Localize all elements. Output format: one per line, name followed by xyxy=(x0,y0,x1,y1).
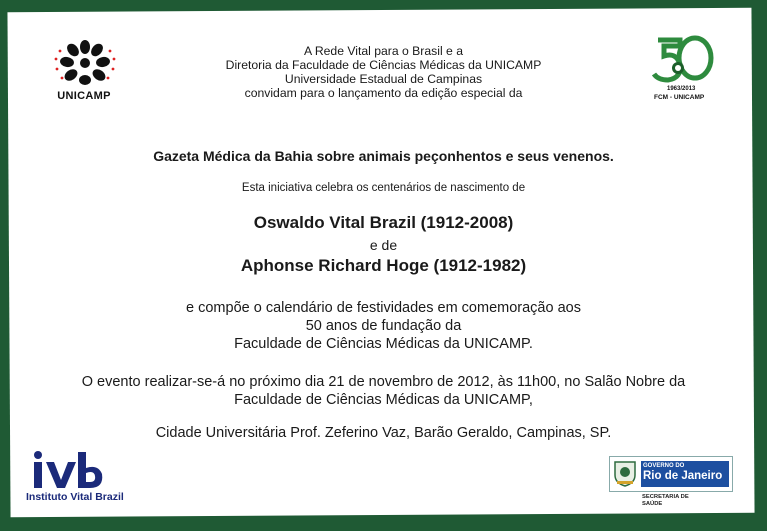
fcm-name: FCM - UNICAMP xyxy=(654,94,705,101)
event-line: O evento realizar-se-á no próximo dia 21 de novembro de 2012, às 11h00, no Salão Nobre da xyxy=(81,374,686,390)
ivb-label: Instituto Vital Brazil xyxy=(26,491,124,503)
conjunction-text: e de xyxy=(369,237,398,253)
fcm-years: 1963/2013 xyxy=(667,86,696,92)
intro-line: A Rede Vital para o Brasil e a xyxy=(304,44,463,58)
honoree-name-2: Aphonse Richard Hoge (1912-1982) xyxy=(240,256,527,275)
calendar-line: 50 anos de fundação da xyxy=(305,318,462,334)
celebra-text: Esta iniciativa celebra os centenários de nascimento de xyxy=(241,182,526,194)
intro-line: Diretoria da Faculdade de Ciências Médicas da UNICAMP xyxy=(225,58,542,72)
unicamp-label: UNICAMP xyxy=(57,90,111,102)
location-text: Cidade Universitária Prof. Zeferino Vaz, Barão Geraldo, Campinas, SP. xyxy=(155,425,612,441)
rj-name-label: Rio de Janeiro xyxy=(643,470,723,482)
honoree-name-1: Oswaldo Vital Brazil (1912-2008) xyxy=(253,213,514,232)
calendar-line: Faculdade de Ciências Médicas da UNICAMP. xyxy=(234,336,533,352)
rj-saude-label: SAÚDE xyxy=(642,501,663,507)
intro-line: convidam para o lançamento da edição especial da xyxy=(244,86,523,100)
calendar-line: e compõe o calendário de festividades em comemoração aos xyxy=(186,300,581,316)
ivb-logo-icon xyxy=(28,450,118,492)
event-line: Faculdade de Ciências Médicas da UNICAMP, xyxy=(234,392,533,408)
event-text xyxy=(0,373,767,409)
rj-secretaria-label: SECRETARIA DE xyxy=(642,494,689,500)
calendar-text xyxy=(0,299,767,353)
intro-text xyxy=(0,44,767,100)
rj-coat-of-arms-icon xyxy=(612,459,638,487)
gazeta-title: Gazeta Médica da Bahia sobre animais peçonhentos e seus venenos. xyxy=(153,148,614,164)
intro-line: Universidade Estadual de Campinas xyxy=(284,72,483,86)
rj-gov-label: GOVERNO DO xyxy=(643,463,685,469)
